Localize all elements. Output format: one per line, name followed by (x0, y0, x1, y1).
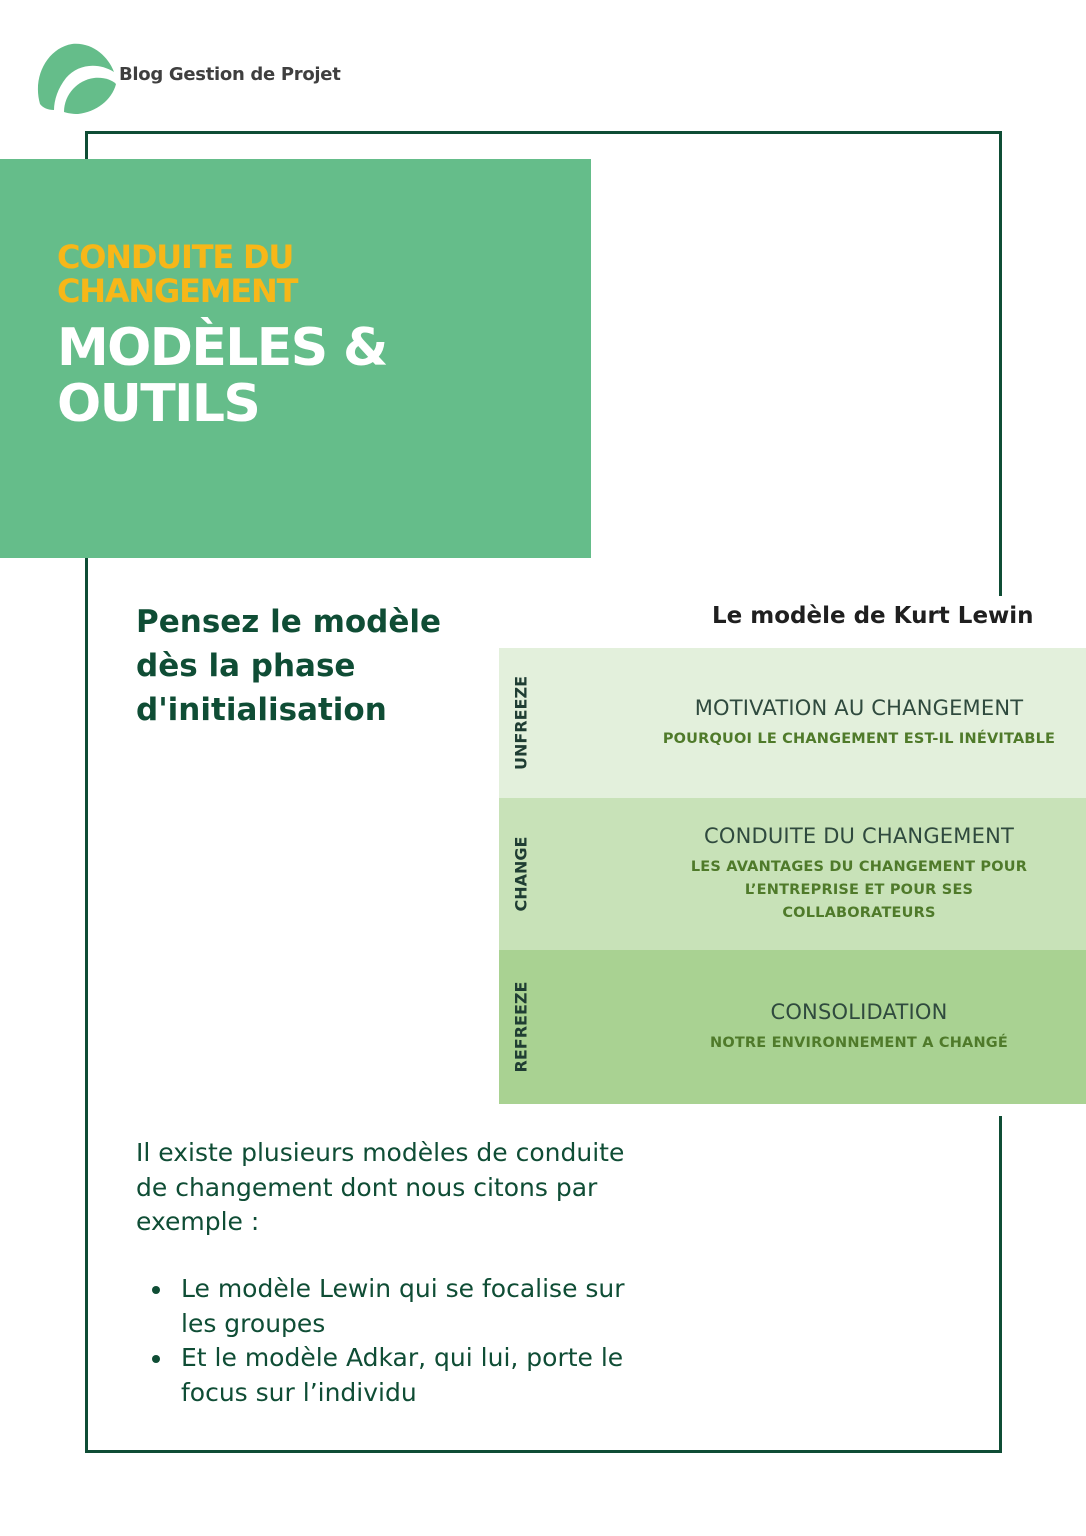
stage-heading: CONDUITE DU CHANGEMENT (703, 823, 1015, 848)
stage-text (639, 950, 1079, 1104)
list-item: Et le modèle Adkar, qui lui, porte le focus sur l’individu (136, 1341, 656, 1410)
models-list (136, 1272, 656, 1410)
brand-name: Blog Gestion de Projet (119, 64, 341, 85)
stage-text (639, 648, 1079, 798)
lewin-diagram-title: Le modèle de Kurt Lewin (712, 603, 1034, 629)
stage-heading: MOTIVATION AU CHANGEMENT (694, 695, 1024, 720)
hero-kicker: CONDUITE DU CHANGEMENT (57, 238, 298, 310)
lewin-stage-unfreeze (499, 648, 1086, 798)
hero-title: MODÈLES & OUTILS (57, 318, 387, 434)
lewin-stage-refreeze (499, 950, 1086, 1104)
stage-label: REFREEZE (511, 981, 531, 1073)
section-subtitle: Pensez le modèle dès la phase d'initialisation (136, 604, 442, 728)
stage-text (639, 798, 1079, 950)
stage-side-label (499, 950, 543, 1104)
intro-paragraph: Il existe plusieurs modèles de conduite de changement dont nous citons par exemple : (136, 1138, 625, 1236)
stage-side-label (499, 648, 543, 798)
leaf-logo-icon (34, 42, 116, 114)
lewin-stage-change (499, 798, 1086, 950)
list-item: Le modèle Lewin qui se focalise sur les groupes (136, 1272, 656, 1341)
stage-label: CHANGE (511, 836, 531, 912)
stage-description: POURQUOI LE CHANGEMENT EST-IL INÉVITABLE (662, 730, 1056, 747)
stage-description: NOTRE ENVIRONNEMENT A CHANGÉ (709, 1034, 1008, 1051)
stage-label: UNFREEZE (511, 675, 531, 771)
stage-side-label (499, 798, 543, 950)
stage-heading: CONSOLIDATION (770, 999, 948, 1024)
stage-description: LES AVANTAGES DU CHANGEMENT POUR L’ENTREPRISE ET POUR SES COLLABORATEURS (690, 858, 1028, 921)
